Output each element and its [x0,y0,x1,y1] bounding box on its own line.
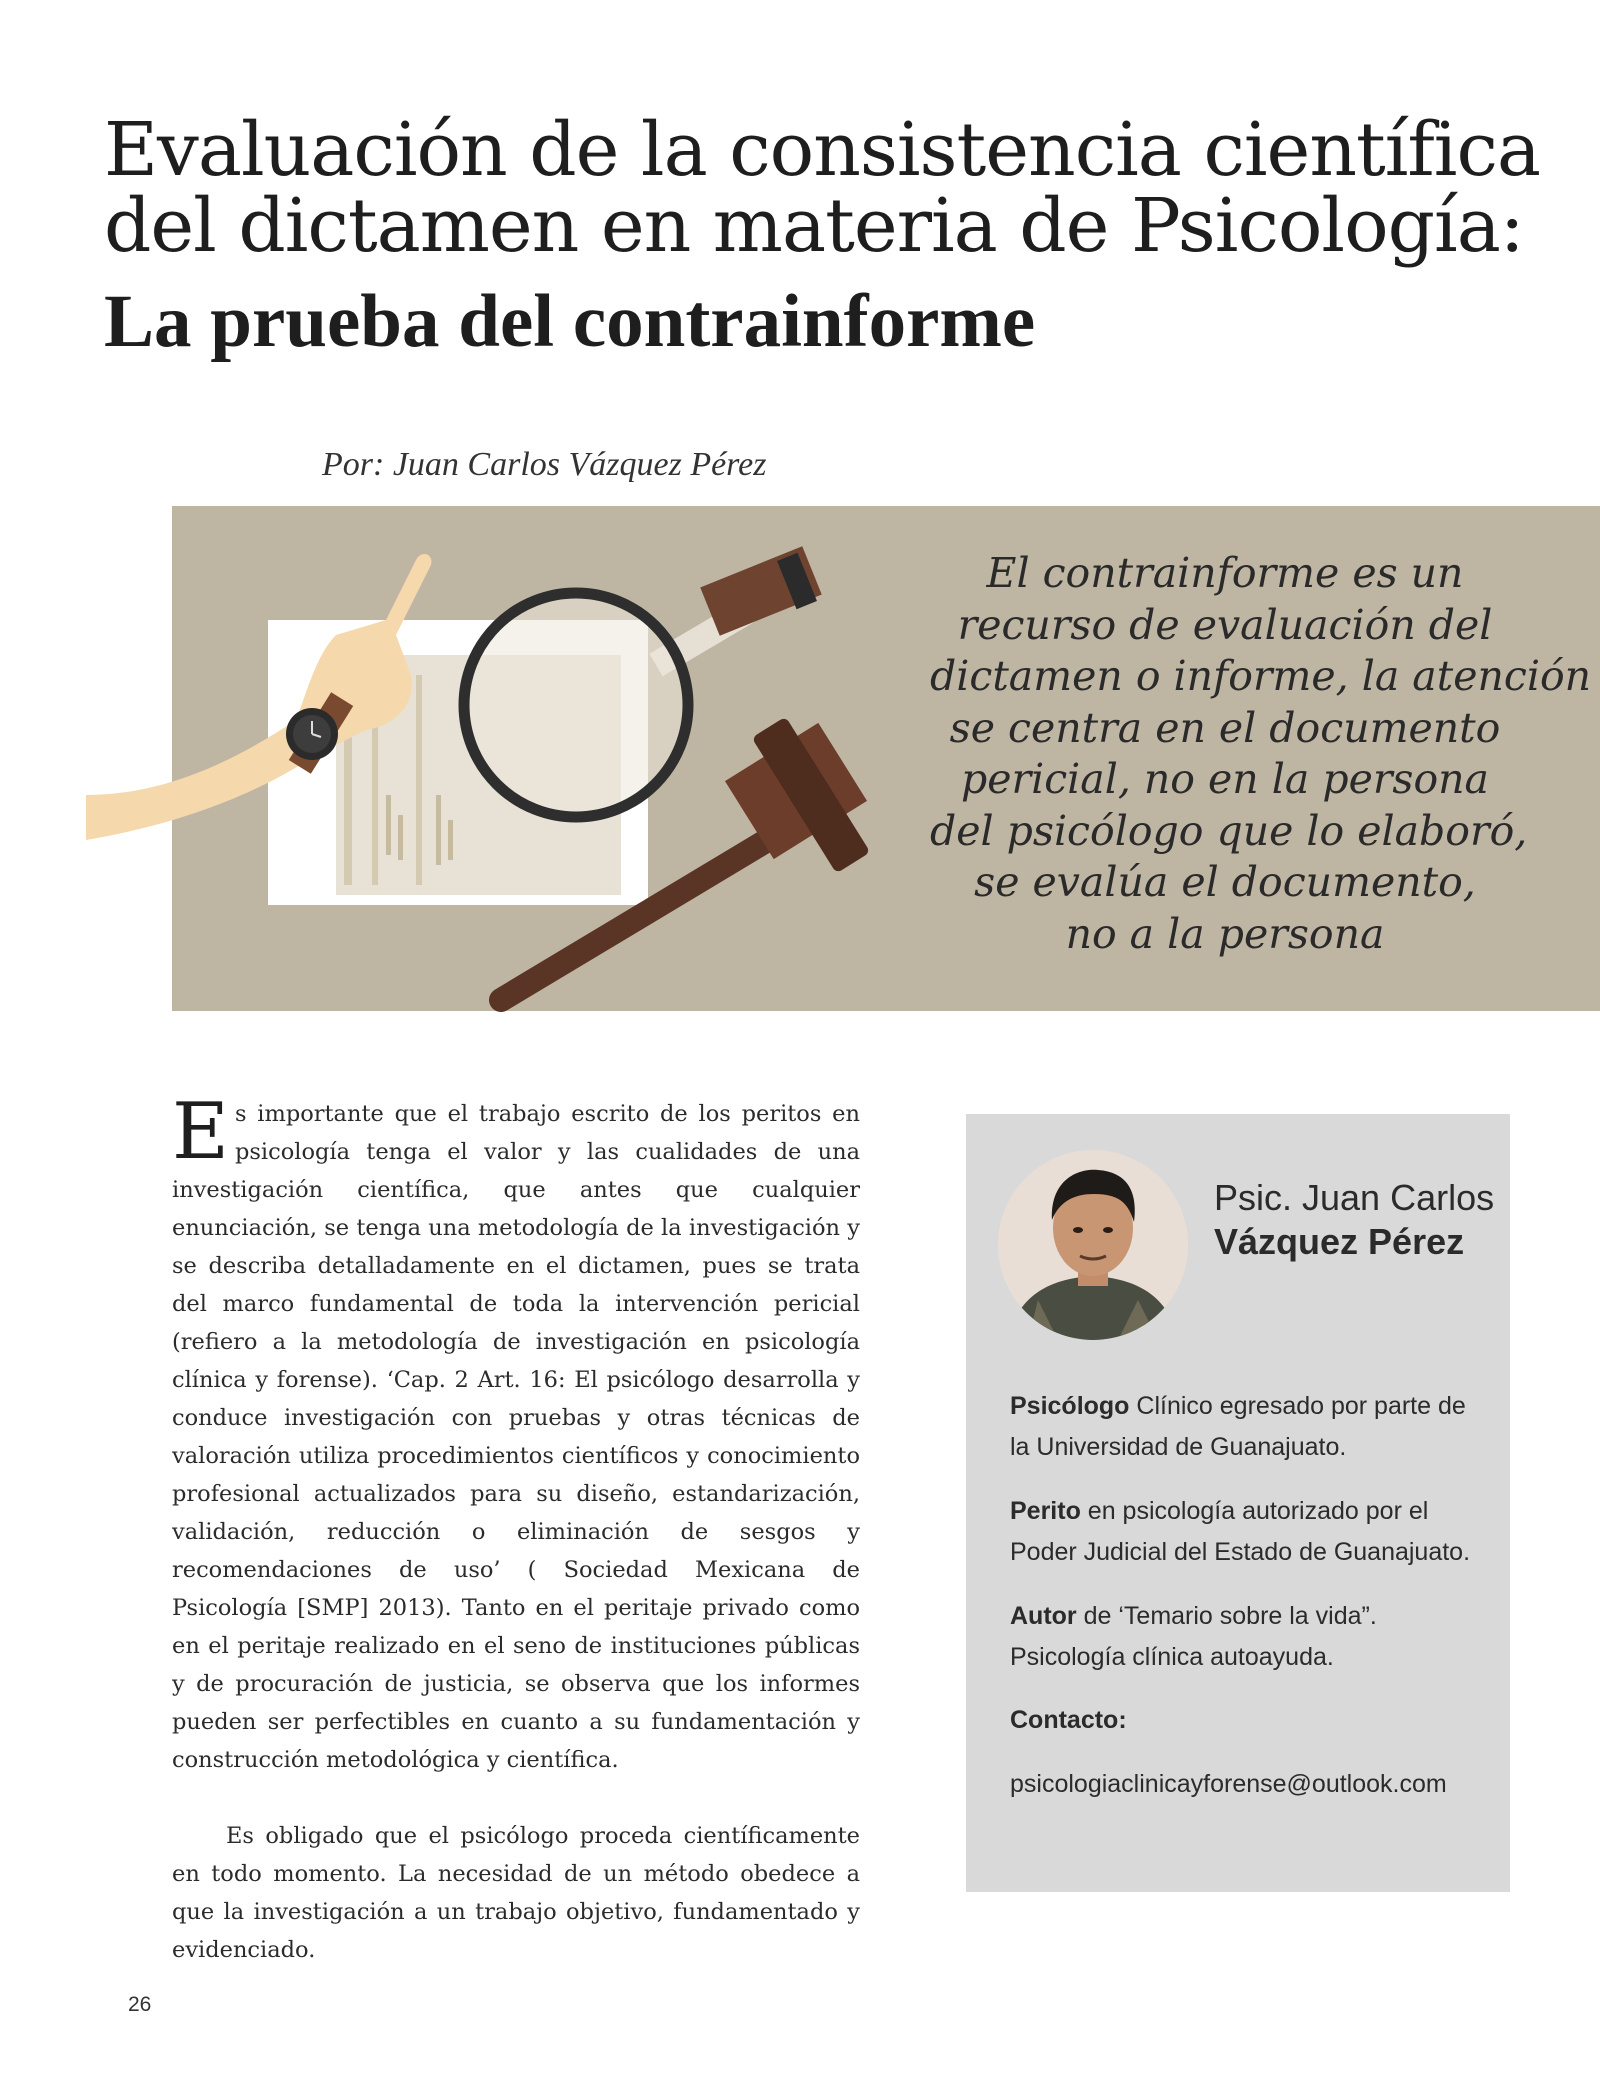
bio-credential [1010,1491,1480,1573]
author-name [1214,1176,1494,1264]
article-subtitle: La prueba del contrainforme [104,280,1036,363]
article-title: Evaluación de la consistencia científica del dictamen en materia de Psicología: [104,107,1541,269]
pull-quote-line: se centra en el documento [949,703,1501,752]
body-paragraph [172,1087,860,1779]
contact-label [1010,1700,1480,1741]
bio-credential-label: Perito [1010,1497,1081,1525]
pull-quote-line: recurso de evaluación del [957,600,1493,649]
drop-cap: E [172,1087,229,1177]
author-first-name: Psic. Juan Carlos [1214,1177,1495,1218]
bio-credential [1010,1596,1480,1678]
pull-quote-line: del psicólogo que lo elaboró, [930,806,1528,855]
pull-quote-line: pericial, no en la persona [960,755,1489,803]
bio-credential-label: Psicólogo [1010,1392,1130,1420]
contact-label-text: Contacto: [1010,1706,1127,1734]
feature-illustration [86,545,886,1025]
contact-email[interactable]: psicologiaclinicayforense@outlook.com [1010,1770,1447,1798]
body-paragraph: Es obligado que el psicólogo proceda científicamente en todo momento. La necesidad de un método obedece a que la investigación a un trabajo objetivo, fundamentado y evidenciado. [172,1823,860,1963]
bio-credential-text: en psicología autorizado por el Poder Judicial del Estado de Guanajuato. [1010,1497,1471,1566]
page-number: 26 [128,1993,152,2016]
byline: Por: Juan Carlos Vázquez Pérez [322,446,767,483]
article-body [172,1087,860,1969]
pull-quote-line: no a la persona [1065,909,1385,958]
bio-credential [1010,1386,1480,1468]
pull-quote-line: dictamen o informe, la atención [930,652,1592,700]
pull-quote-line: se evalúa el documento, [974,858,1476,906]
bio-credential-label: Autor [1010,1602,1077,1630]
avatar [998,1150,1188,1340]
pull-quote-line: El contrainforme es un [986,549,1464,597]
pull-quote [930,548,1592,960]
bio-credential-text: de ‘Temario sobre la vida”. Psicología clínica autoayuda. [1010,1602,1377,1671]
author-last-name: Vázquez Pérez [1214,1221,1465,1262]
bio-credential-text: Clínico egresado por parte de la Universidad de Guanajuato. [1010,1392,1466,1461]
body-paragraph-text: s importante que el trabajo escrito de los peritos en psicología tenga el valor y las cualidades de una investigación científica, que antes que cualquier enunciación, se tenga una metodología de la investigación y se describa detalladamente en el dictamen, pues se trata del marco fundamental de toda la intervención pericial (refiero a la metodología de investigación en psicología clínica y forense). ‘Cap. 2 Art. 16: El psicólogo desarrolla y conduce investigación con pruebas y otras técnicas de valoración utiliza procedimientos científicos y conocimiento profesional actualizados para su diseño, estandarización, validación, reducción o eliminación de sesgos y recomendaciones de uso’ ( Sociedad Mexicana de Psicología [SMP] 2013). Tanto en el peritaje privado como en el peritaje realizado en el seno de instituciones públicas y de procuración de justicia, se observa que los informes pueden ser perfectibles en cuanto a su fundamentación y construcción metodológica y científica. [172,1101,860,1773]
author-bio-box [966,1114,1510,1892]
